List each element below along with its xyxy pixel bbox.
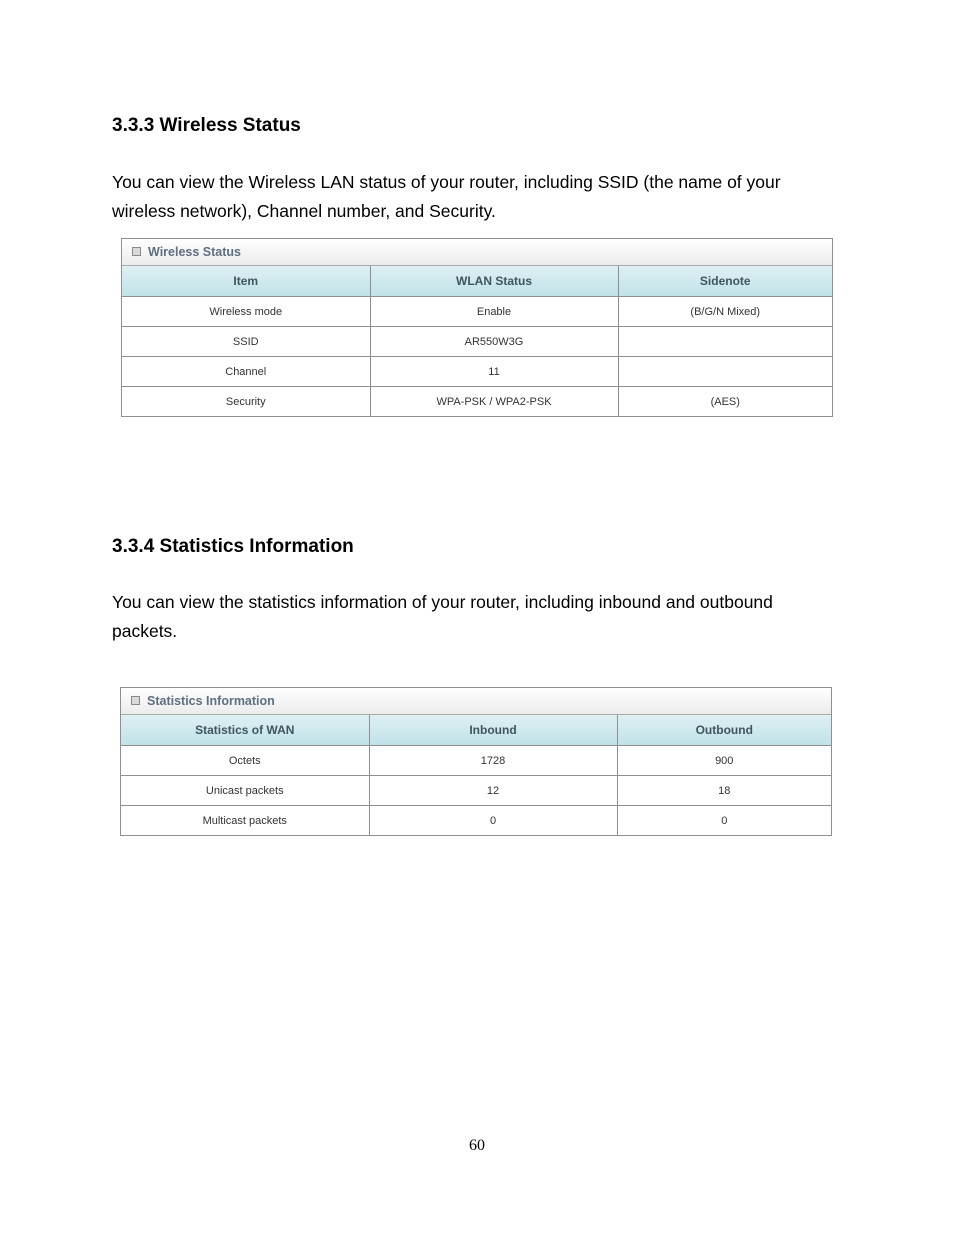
wireless-status-table bbox=[122, 266, 832, 416]
table-cell: 1728 bbox=[369, 746, 617, 776]
table-row bbox=[121, 746, 831, 776]
table-cell: WPA-PSK / WPA2-PSK bbox=[370, 387, 618, 417]
table-cell: AR550W3G bbox=[370, 327, 618, 357]
table-cell: 900 bbox=[617, 746, 831, 776]
statistics-panel bbox=[120, 687, 832, 836]
table-header-row bbox=[121, 715, 831, 746]
table-cell: Wireless mode bbox=[122, 297, 370, 327]
table-cell: (AES) bbox=[618, 387, 832, 417]
column-header-item: Item bbox=[122, 266, 370, 297]
table-cell: Security bbox=[122, 387, 370, 417]
table-row bbox=[121, 806, 831, 836]
statistics-heading: 3.3.4 Statistics Information bbox=[112, 536, 354, 557]
statistics-panel-label: Statistics Information bbox=[147, 694, 275, 708]
column-header-inbound: Inbound bbox=[369, 715, 617, 746]
table-cell: 11 bbox=[370, 357, 618, 387]
table-cell: Enable bbox=[370, 297, 618, 327]
table-cell: 0 bbox=[617, 806, 831, 836]
column-header-wlan-status: WLAN Status bbox=[370, 266, 618, 297]
table-row bbox=[122, 387, 832, 417]
table-row bbox=[122, 357, 832, 387]
wireless-status-heading: 3.3.3 Wireless Status bbox=[112, 115, 301, 136]
wireless-status-panel-label: Wireless Status bbox=[148, 245, 241, 259]
column-header-statistics-of-wan: Statistics of WAN bbox=[121, 715, 369, 746]
table-cell: 12 bbox=[369, 776, 617, 806]
column-header-outbound: Outbound bbox=[617, 715, 831, 746]
table-cell bbox=[618, 327, 832, 357]
statistics-panel-title bbox=[121, 688, 831, 715]
table-cell: 18 bbox=[617, 776, 831, 806]
table-row bbox=[122, 297, 832, 327]
table-cell: Multicast packets bbox=[121, 806, 369, 836]
statistics-table bbox=[121, 715, 831, 835]
wireless-status-panel bbox=[121, 238, 833, 417]
panel-collapse-icon bbox=[131, 696, 140, 705]
table-cell bbox=[618, 357, 832, 387]
panel-collapse-icon bbox=[132, 247, 141, 256]
table-cell: Octets bbox=[121, 746, 369, 776]
table-row bbox=[122, 327, 832, 357]
page-number: 60 bbox=[469, 1137, 485, 1154]
table-cell: Unicast packets bbox=[121, 776, 369, 806]
table-header-row bbox=[122, 266, 832, 297]
table-cell: 0 bbox=[369, 806, 617, 836]
wireless-status-description: You can view the Wireless LAN status of your router, including SSID (the name of your wireless network), Channel number, and Security. bbox=[112, 172, 781, 221]
column-header-sidenote: Sidenote bbox=[618, 266, 832, 297]
table-row bbox=[121, 776, 831, 806]
table-cell: SSID bbox=[122, 327, 370, 357]
wireless-status-panel-title bbox=[122, 239, 832, 266]
statistics-description: You can view the statistics information of your router, including inbound and outbound packets. bbox=[112, 592, 773, 641]
table-cell: Channel bbox=[122, 357, 370, 387]
table-cell: (B/G/N Mixed) bbox=[618, 297, 832, 327]
